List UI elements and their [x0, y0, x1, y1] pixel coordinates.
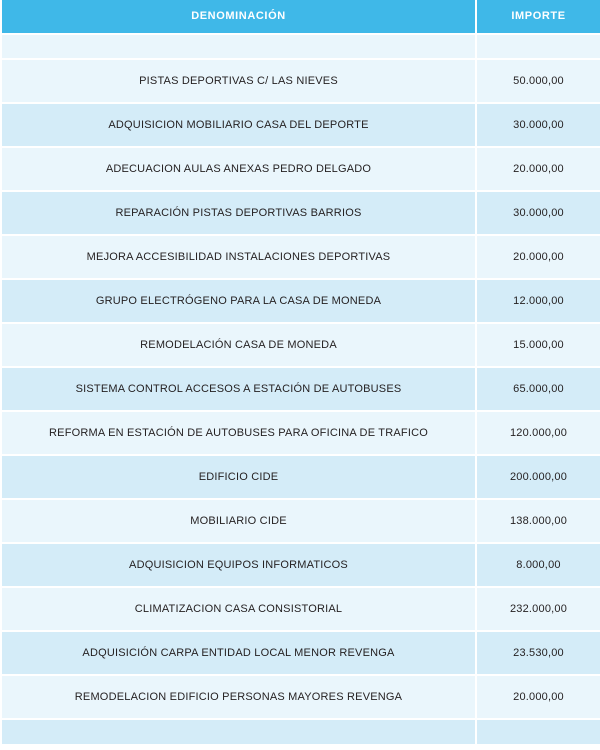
table-row: [1, 147, 600, 191]
cell-importe: 50.000,00: [476, 59, 600, 103]
cell-denominacion: REFORMA EN ESTACIÓN DE AUTOBUSES PARA OFICINA DE TRAFICO: [1, 411, 476, 455]
cell-importe: 30.000,00: [476, 103, 600, 147]
spacer-cell-importe: [476, 719, 600, 745]
cell-denominacion: ADQUISICIÓN CARPA ENTIDAD LOCAL MENOR REVENGA: [1, 631, 476, 675]
cell-denominacion: REMODELACIÓN CASA DE MONEDA: [1, 323, 476, 367]
table-spacer-row-top: [1, 34, 600, 59]
cell-importe: 15.000,00: [476, 323, 600, 367]
cell-importe: 8.000,00: [476, 543, 600, 587]
spacer-cell-denominacion: [1, 719, 476, 745]
cell-importe: 20.000,00: [476, 675, 600, 719]
table-row: [1, 543, 600, 587]
table-row: [1, 279, 600, 323]
table-row: [1, 455, 600, 499]
cell-denominacion: MEJORA ACCESIBILIDAD INSTALACIONES DEPORTIVAS: [1, 235, 476, 279]
cell-importe: 20.000,00: [476, 235, 600, 279]
table-body: [1, 34, 600, 745]
cell-denominacion: PISTAS DEPORTIVAS C/ LAS NIEVES: [1, 59, 476, 103]
table-row: [1, 499, 600, 543]
table-header-row: [1, 0, 600, 34]
cell-importe: 20.000,00: [476, 147, 600, 191]
table-row: [1, 675, 600, 719]
cell-denominacion: ADECUACION AULAS ANEXAS PEDRO DELGADO: [1, 147, 476, 191]
cell-importe: 138.000,00: [476, 499, 600, 543]
cell-importe: 232.000,00: [476, 587, 600, 631]
cell-denominacion: ADQUISICION EQUIPOS INFORMATICOS: [1, 543, 476, 587]
table-row: [1, 191, 600, 235]
table-row: [1, 235, 600, 279]
table-header: [1, 0, 600, 34]
cell-denominacion: SISTEMA CONTROL ACCESOS A ESTACIÓN DE AUTOBUSES: [1, 367, 476, 411]
cell-importe: 200.000,00: [476, 455, 600, 499]
cell-denominacion: MOBILIARIO CIDE: [1, 499, 476, 543]
table-row: [1, 587, 600, 631]
cell-denominacion: CLIMATIZACION CASA CONSISTORIAL: [1, 587, 476, 631]
cell-denominacion: REMODELACION EDIFICIO PERSONAS MAYORES REVENGA: [1, 675, 476, 719]
table-row: [1, 631, 600, 675]
spacer-cell-importe: [476, 34, 600, 59]
cell-importe: 12.000,00: [476, 279, 600, 323]
column-header-denominacion: DENOMINACIÓN: [1, 0, 476, 34]
column-header-importe: IMPORTE: [476, 0, 600, 34]
cell-denominacion: REPARACIÓN PISTAS DEPORTIVAS BARRIOS: [1, 191, 476, 235]
cell-importe: 120.000,00: [476, 411, 600, 455]
cell-importe: 23.530,00: [476, 631, 600, 675]
table-spacer-row-bottom: [1, 719, 600, 745]
cell-importe: 30.000,00: [476, 191, 600, 235]
table-row: [1, 59, 600, 103]
table-row: [1, 411, 600, 455]
table-row: [1, 367, 600, 411]
table-row: [1, 103, 600, 147]
table-row: [1, 323, 600, 367]
cell-importe: 65.000,00: [476, 367, 600, 411]
spacer-cell-denominacion: [1, 34, 476, 59]
cell-denominacion: EDIFICIO CIDE: [1, 455, 476, 499]
cell-denominacion: ADQUISICION MOBILIARIO CASA DEL DEPORTE: [1, 103, 476, 147]
cell-denominacion: GRUPO ELECTRÓGENO PARA LA CASA DE MONEDA: [1, 279, 476, 323]
